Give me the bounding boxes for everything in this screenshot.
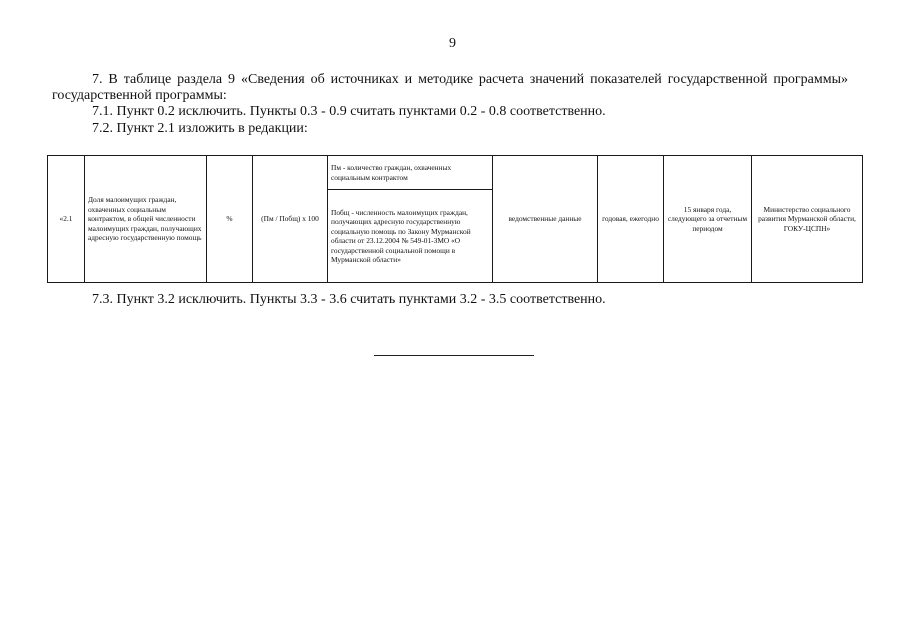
page-number: 9 [449,36,456,51]
cell-responsible: Министерство социального развития Мурманской области, ГОКУ-ЦСПН» [752,156,863,283]
cell-deadline: 15 января года, следующего за отчетным периодом [664,156,752,283]
cell-unit: % [207,156,253,283]
cell-formula: (Пм / Побщ) х 100 [253,156,328,283]
cell-periodicity: годовая, ежегодно [598,156,664,283]
paragraph-7-2: 7.2. Пункт 2.1 изложить в редакции: [92,121,308,136]
cell-item-number: «2.1 [48,156,85,283]
cell-definition-pobsh: Побщ - численность малоимущих граждан, получающих адресную государственную социальную помощь по Закону Мурманской области от 23.12.2004 № 549-01-ЗМО «О государственной социальной помощи в Мурманской области» [328,190,493,283]
paragraph-7-1: 7.1. Пункт 0.2 исключить. Пункты 0.3 - 0.9 считать пунктами 0.2 - 0.8 соответственно. [92,104,606,119]
cell-data-source: ведомственные данные [493,156,598,283]
closing-divider-line [374,355,534,356]
cell-definition-pm: Пм - количество граждан, охваченных социальным контрактом [328,156,493,190]
indicator-table [47,155,863,283]
cell-indicator-name: Доля малоимущих граждан, охваченных социальным контрактом, в общей численности малоимущих граждан, получающих адресную государственную помощь [85,156,207,283]
table-row [48,156,863,190]
paragraph-7: 7. В таблице раздела 9 «Сведения об источниках и методике расчета значений показателей государственной программы» государственной программы: [52,72,848,103]
paragraph-7-3: 7.3. Пункт 3.2 исключить. Пункты 3.3 - 3.6 считать пунктами 3.2 - 3.5 соответственно. [92,292,606,307]
